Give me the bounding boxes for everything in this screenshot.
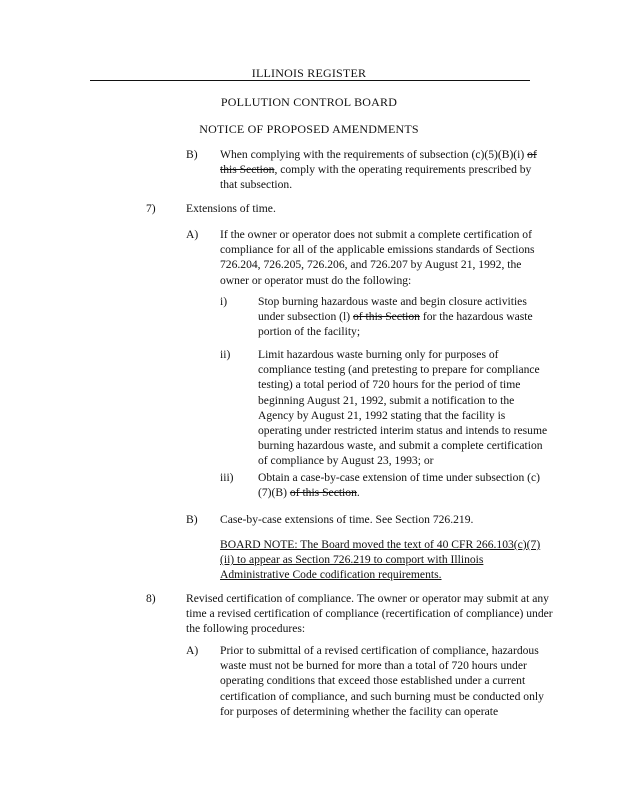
notice-title: NOTICE OF PROPOSED AMENDMENTS (199, 122, 419, 136)
item-7a-i-text-a: Stop burning hazardous waste and begin closure activities under subsection (l) (258, 295, 527, 324)
item-7a-i-label: i) (220, 295, 228, 308)
item-8a-text: Prior to submittal of a revised certification of compliance, hazardous waste must not be burned for more than a total of 720 hours under operating conditions that exceed those established under a current certification of compliance, and such burning must be conducted only for purposes of determining whether the facility can operate (220, 644, 544, 718)
item-b-top-text-a: When complying with the requirements of subsection (c)(5)(B)(i) (220, 148, 525, 161)
item-7-label: 7) (146, 202, 156, 215)
item-7a-i-text-b: for the hazardous waste portion of the facility; (258, 310, 533, 339)
item-8a-label: A) (186, 644, 199, 657)
item-7-title: Extensions of time. (186, 202, 276, 215)
item-b-top-text-b: , comply with the operating requirements prescribed by that subsection. (220, 163, 532, 192)
item-7a-iii-label: iii) (220, 471, 234, 484)
register-title: ILLINOIS REGISTER (251, 66, 367, 80)
item-7b-board-note: BOARD NOTE: The Board moved the text of 40 CFR 266.103(c)(7)(ii) to appear as Section 726.219 to comport with Illinois Administrative Code codification requirements. (220, 538, 541, 582)
item-7a-iii-text (258, 470, 550, 500)
header-rule (90, 80, 530, 81)
item-7a-iii-text-a: Obtain a case-by-case extension of time under subsection (c)(7)(B) (258, 471, 541, 500)
item-7a-i-text (258, 294, 548, 340)
item-7a-text: If the owner or operator does not submit a complete certification of compliance for all of the applicable emissions standards of Sections 726.204, 726.205, 726.206, and 726.207 by August 21, 1992, the owner or operator must do the following: (220, 228, 535, 287)
board-title: POLLUTION CONTROL BOARD (220, 95, 398, 109)
item-7a-iii-text-b: . (356, 486, 360, 500)
item-7a-ii-label: ii) (220, 348, 231, 361)
item-7a-label: A) (186, 228, 199, 241)
item-7a-ii-text: Limit hazardous waste burning only for purposes of compliance testing (and pretesting to prepare for compliance testing) a total period of 720 hours for the period of time beginning August 21, 1992, submit a notification to the Agency by August 21, 1992 stating that the facility is operating under restricted interim status and intends to resume burning hazardous waste, and submit a complete certification of compliance by August 23, 1993; or (258, 348, 548, 468)
item-b-top-text (220, 147, 550, 193)
item-7b-label: B) (186, 513, 198, 526)
item-8-label: 8) (146, 592, 156, 605)
item-7a-iii-struck-text: of this Section (289, 486, 357, 500)
item-7b-text: Case-by-case extensions of time. See Section 726.219. (220, 513, 474, 526)
item-7a-i-struck-text: of this Section (353, 310, 420, 324)
item-8-text: Revised certification of compliance. The owner or operator may submit at any time a revised certification of compliance (recertification of compliance) under the following procedures: (186, 592, 553, 636)
item-b-top-label: B) (186, 148, 198, 161)
item-b-top-struck-text: of this Section (220, 148, 537, 177)
